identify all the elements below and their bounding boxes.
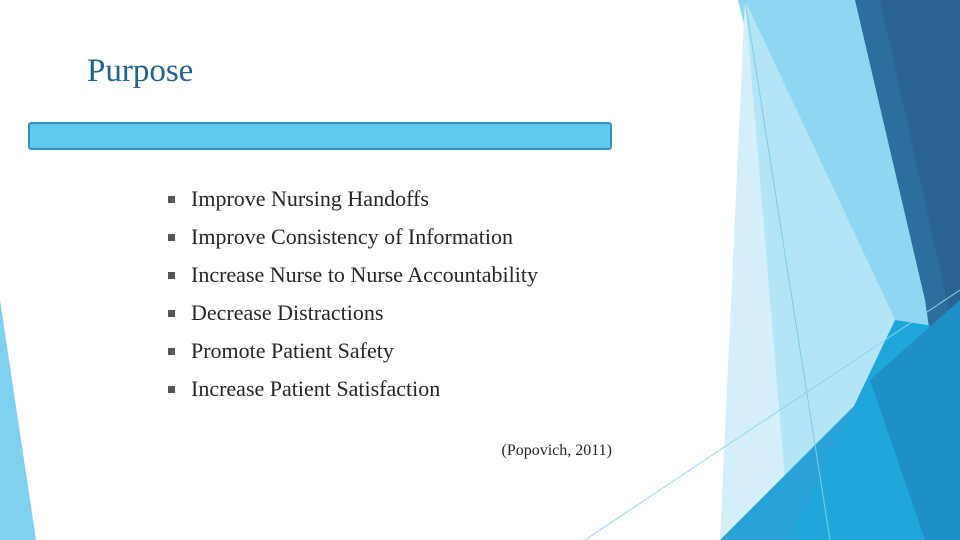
bullet-text: Promote Patient Safety: [191, 338, 394, 363]
bullet-text: Increase Patient Satisfaction: [191, 376, 441, 401]
square-bullet-icon: [168, 348, 175, 355]
list-item: [168, 294, 538, 332]
square-bullet-icon: [168, 196, 175, 203]
bullet-list: [168, 180, 538, 408]
bullet-text: Improve Consistency of Information: [191, 224, 513, 249]
citation: (Popovich, 2011): [501, 442, 612, 459]
square-bullet-icon: [168, 310, 175, 317]
list-item: [168, 332, 538, 370]
square-bullet-icon: [168, 272, 175, 279]
title-underline-bar: [28, 122, 612, 150]
list-item: [168, 256, 538, 294]
square-bullet-icon: [168, 234, 175, 241]
square-bullet-icon: [168, 386, 175, 393]
list-item: [168, 370, 538, 408]
list-item: [168, 180, 538, 218]
slide-title: Purpose: [87, 53, 194, 89]
bullet-text: Decrease Distractions: [191, 300, 384, 325]
list-item: [168, 218, 538, 256]
left-accent-shape: [0, 300, 36, 540]
bullet-text: Improve Nursing Handoffs: [191, 186, 429, 211]
bullet-text: Increase Nurse to Nurse Accountability: [191, 262, 538, 287]
